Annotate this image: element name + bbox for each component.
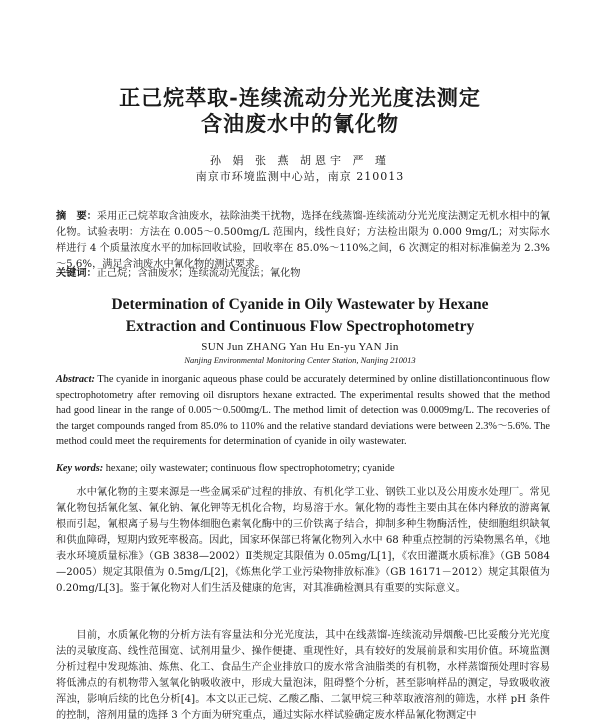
english-abstract-text: The cyanide in inorganic aqueous phase could be accurately determined by online distillationcontinuous flow spectrophotometry after removing oil disruptors hexane extracted. The experimental results showed that the method had good linear in the range of 0.005～0.500mg/L. The method limit of detection was 0.0009mg/L. The recoveries of the target compounds ranged from 85.0% to 110% and the relative standard deviations were between 2.3%～5.6%. The method could meet the requirements for determination of cyanide in oily wastewater. bbox=[56, 374, 550, 447]
chinese-title-line-2: 含油废水中的氰化物 bbox=[201, 111, 399, 136]
english-keywords bbox=[56, 463, 550, 474]
english-abstract-label: Abstract: bbox=[56, 374, 95, 385]
english-authors: SUN Jun ZHANG Yan Hu En-yu YAN Jin bbox=[201, 341, 399, 353]
chinese-abstract-label: 摘 要： bbox=[56, 210, 97, 222]
english-keywords-label: Key words: bbox=[56, 463, 104, 474]
english-affiliation: Nanjing Environmental Monitoring Center Station, Nanjing 210013 bbox=[184, 355, 416, 365]
chinese-keywords bbox=[56, 264, 550, 279]
english-abstract bbox=[56, 372, 550, 450]
english-title-line-1: Determination of Cyanide in Oily Wastewater by Hexane bbox=[111, 296, 489, 313]
chinese-authors: 孙 娟 张 燕 胡恩宇 严 瑾 bbox=[210, 154, 390, 167]
chinese-abstract-text: 采用正己烷萃取含油废水，祛除油类干扰物，选择在线蒸馏-连续流动分光光度法测定无机水相中的氰化物。试验表明：方法在 0.005～0.500mg/L 范围内，线性良好；方法检出限为 0.000 9mg/L；对实际水样进行 4 个质量浓度水平的加标回收试验，回收率在 85.0%～110%之间，6 次测定的相对标准偏差为 2.3%～5.6%，满足含油废水中氰化物的测试要求。 bbox=[56, 211, 550, 270]
english-keywords-text: hexane; oily wastewater; continuous flow spectrophotometry; cyanide bbox=[103, 463, 395, 474]
chinese-keywords-label: 关键词： bbox=[56, 267, 97, 279]
body-paragraph-2: 目前，水质氰化物的分析方法有容量法和分光光度法，其中在线蒸馏-连续流动异烟酸-巴比妥酸分光光度法的灵敏度高、线性范围宽、试剂用量少、操作便捷、重现性好，具有较好的发展前景和实用价值。环境监测分析过程中发现炼油、炼焦、化工、食品生产企业排放口的废水常含油脂类的有机物，水样蒸馏预处理时容易将低沸点的有机物带入氢氧化钠吸收液中，形成大量泡沫，阻碍整个分析，甚至影响样品的测定，导致吸收液浑浊，影响后续的比色分析[4]。本文以正己烷、乙酸乙酯、二氯甲烷三种萃取液溶剂的筛选，水样 pH 条件的控制，溶剂用量的选择 3 个方面为研究重点，通过实际水样试验确定废水样品氰化物测定中 bbox=[56, 630, 550, 721]
chinese-affiliation: 南京市环境监测中心站，南京 210013 bbox=[195, 170, 405, 183]
chinese-keywords-text: 正己烷；含油废水；连续流动光度法；氰化物 bbox=[96, 268, 301, 279]
body-paragraph-1: 水中氰化物的主要来源是一些金属采矿过程的排放、有机化学工业、钢铁工业以及公用废水处理厂。常见氰化物包括氰化氢、氰化钠、氰化钾等无机化合物，均易溶于水。氰化物的毒性主要由其在体内释放的游离氰根而引起，氰根离子易与生物体细胞色素氧化酶中的三价铁离子结合，抑制多种生物酶活性，使细胞组织缺氧和供血障碍，短期内致死率极高。因此，国家环保部已将氰化物列入水中 68 种重点控制的污染物黑名单，《地表水环境质量标准》（GB 3838—2002）Ⅱ类规定其限值为 0.05mg/L[1]，《农田灌溉水质标准》（GB 5084—2005）规定其限值为 0.5mg/L[2]，《炼焦化学工业污染物排放标准》（GB 16171－2012）规定其限值为 0.20mg/L[3]。鉴于氰化物对人们生活及健康的危害，对其准确检测具有重要的实际意义。 bbox=[56, 487, 550, 594]
english-title-line-2: Extraction and Continuous Flow Spectrophotometry bbox=[125, 318, 475, 335]
chinese-title-line-1: 正己烷萃取-连续流动分光光度法测定 bbox=[119, 85, 481, 110]
